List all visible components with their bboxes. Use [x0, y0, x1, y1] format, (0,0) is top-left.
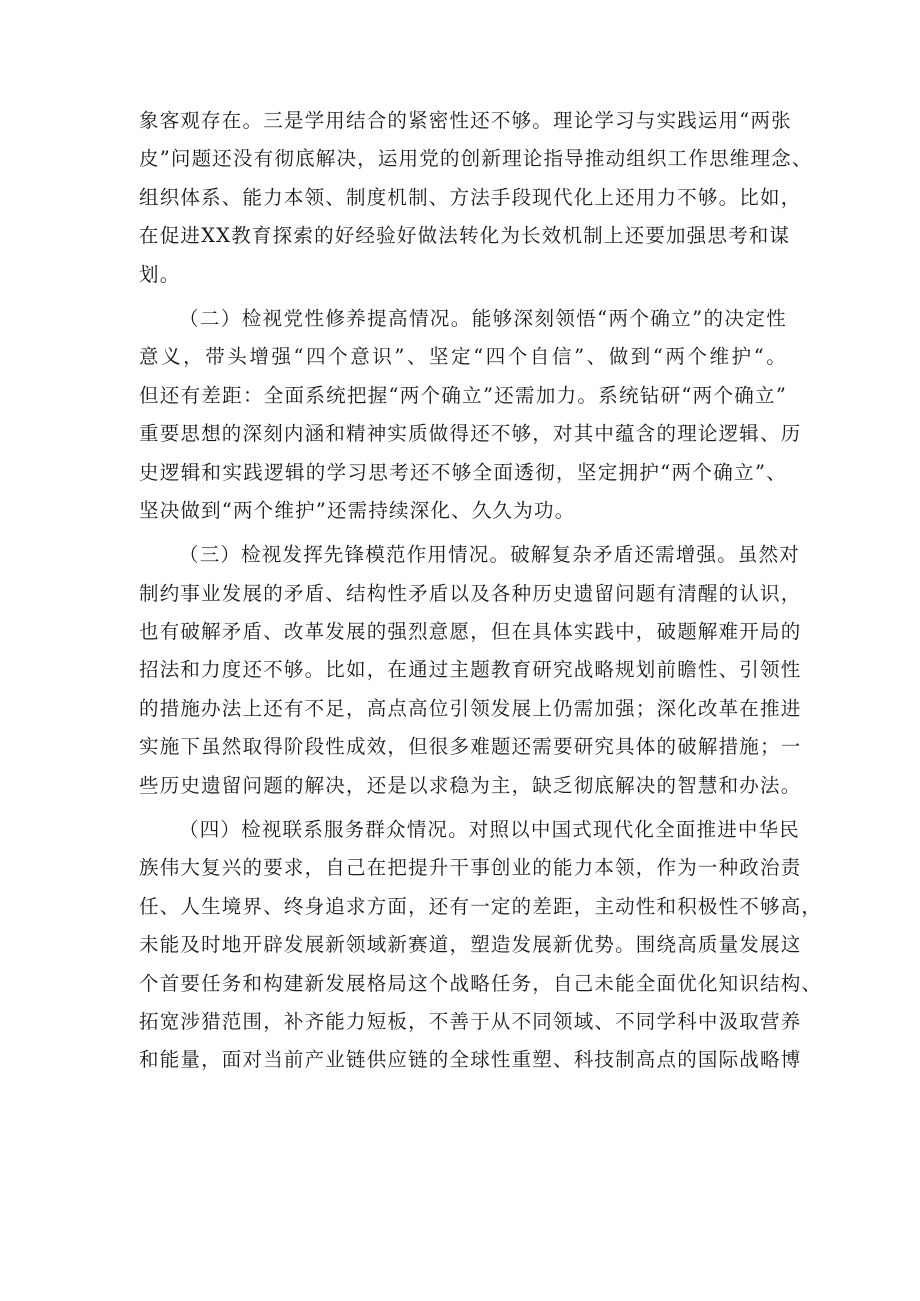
- paragraph: [139, 102, 813, 294]
- paragraph-line: 些历史遗留问题的解决，还是以求稳为主，缺乏彻底解决的智慧和办法。: [139, 773, 802, 797]
- paragraph-line: 在促进XX教育探索的好经验好做法转化为长效机制上还要加强思考和谋: [139, 224, 791, 248]
- paragraph-line: 的措施办法上还有不足，高点高位引领发展上仍需加强；深化改革在推进: [139, 696, 802, 720]
- paragraph-line: 任、人生境界、终身追求方面，还有一定的差距，主动性和积极性不够高，: [139, 894, 823, 918]
- paragraph-line: 史逻辑和实践逻辑的学习思考还不够全面透彻，坚定拥护“两个确立”、: [139, 460, 787, 484]
- paragraph-line: 皮”问题还没有彻底解决，运用党的创新理论指导推动组织工作思维理念、: [139, 147, 813, 171]
- paragraph-line: 未能及时地开辟发展新领域新赛道，塑造发展新优势。围绕高质量发展这: [139, 933, 802, 957]
- paragraph: [139, 300, 802, 530]
- paragraph-line: 重要思想的深刻内涵和精神实质做得还不够，对其中蕴含的理论逻辑、历: [139, 422, 802, 446]
- paragraph-line: 划。: [139, 262, 181, 286]
- paragraph-line: 制约事业发展的矛盾、结构性矛盾以及各种历史遗留问题有清醒的认识，: [139, 581, 802, 605]
- paragraph-line: 组织体系、能力本领、制度机制、方法手段现代化上还用力不够。比如，: [139, 185, 802, 209]
- paragraph-line: 族伟大复兴的要求，自己在把提升干事创业的能力本领，作为一种政治责: [139, 856, 802, 880]
- paragraph-line: 招法和力度还不够。比如，在通过主题教育研究战略规划前瞻性、引领性: [139, 658, 802, 682]
- paragraph-line: 也有破解矛盾、改革发展的强烈意愿，但在具体实践中，破题解难开局的: [139, 620, 802, 644]
- paragraph-line: 但还有差距：全面系统把握“两个确立”还需加力。系统钻研“两个确立”: [139, 383, 787, 407]
- paragraph-line: 象客观存在。三是学用结合的紧密性还不够。理论学习与实践运用“两张: [139, 109, 792, 132]
- paragraph-line: 拓宽涉猎范围，补齐能力短板，不善于从不同领域、不同学科中汲取营养: [139, 1009, 802, 1033]
- paragraph-line: （三）检视发挥先锋模范作用情况。破解复杂矛盾还需增强。虽然对: [179, 543, 801, 567]
- paragraph-line: 坚决做到“两个维护”还需持续深化、久久为功。: [139, 498, 576, 522]
- paragraph-line: 意义，带头增强“四个意识”、坚定“四个自信”、做到“两个维护“。: [139, 345, 787, 369]
- paragraph-line: 和能量，面对当前产业链供应链的全球性重塑、科技制高点的国际战略博: [139, 1048, 802, 1072]
- document-body: [139, 102, 823, 1080]
- paragraph-line: 实施下虽然取得阶段性成效，但很多难题还需要研究具体的破解措施；一: [139, 735, 802, 759]
- paragraph-line: 个首要任务和构建新发展格局这个战略任务，自己未能全面优化知识结构、: [139, 971, 823, 995]
- paragraph: [139, 536, 802, 805]
- paragraph: [139, 811, 823, 1080]
- paragraph-line: （二）检视党性修养提高情况。能够深刻领悟“两个确立”的决定性: [179, 306, 787, 330]
- paragraph-line: （四）检视联系服务群众情况。对照以中国式现代化全面推进中华民: [179, 818, 801, 842]
